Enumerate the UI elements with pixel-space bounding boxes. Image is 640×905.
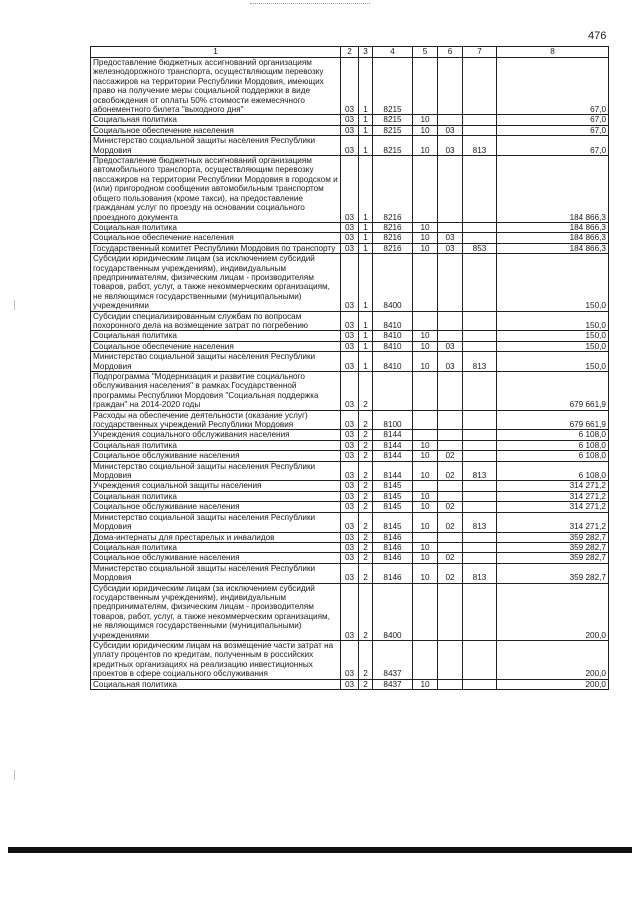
cell-code-6 [438,372,463,411]
cell-code-2: 03 [341,58,359,115]
cell-code-7 [463,679,497,689]
cell-code-3: 1 [359,352,373,372]
cell-name: Социальная политика [91,542,341,552]
column-header: 5 [413,47,438,58]
cell-code-7: 813 [463,461,497,481]
cell-code-6: 02 [438,451,463,461]
cell-code-7 [463,410,497,430]
cell-code-5: 10 [413,679,438,689]
cell-code-6 [438,481,463,491]
cell-code-2: 03 [341,254,359,311]
cell-code-5: 10 [413,352,438,372]
cell-amount: 184 866,3 [497,222,609,232]
cell-name: Учреждения социального обслуживания населения [91,430,341,440]
cell-code-4: 8437 [373,640,413,679]
cell-code-4: 8145 [373,502,413,512]
cell-code-2: 03 [341,136,359,156]
cell-name: Субсидии юридическим лицам на возмещение части затрат на уплату процентов по кредитам, полученным в российских кредитных организациях на реализацию инвестиционных проектов в сфере социального обслуживания [91,640,341,679]
cell-code-4: 8215 [373,58,413,115]
cell-code-6 [438,640,463,679]
cell-code-2: 03 [341,679,359,689]
cell-name: Социальное обслуживание населения [91,451,341,461]
cell-amount: 67,0 [497,58,609,115]
cell-code-6: 03 [438,243,463,253]
cell-code-3: 2 [359,679,373,689]
cell-code-5: 10 [413,512,438,532]
cell-code-2: 03 [341,640,359,679]
table-row [91,640,609,679]
cell-code-5: 10 [413,115,438,125]
cell-code-6 [438,491,463,501]
cell-amount: 150,0 [497,352,609,372]
cell-code-5 [413,254,438,311]
cell-code-5 [413,410,438,430]
cell-code-5: 10 [413,563,438,583]
cell-code-2: 03 [341,430,359,440]
cell-code-7: 853 [463,243,497,253]
column-header: 8 [497,47,609,58]
cell-amount: 150,0 [497,341,609,351]
cell-code-6: 03 [438,125,463,135]
cell-code-7 [463,491,497,501]
cell-code-3: 2 [359,640,373,679]
cell-code-7 [463,372,497,411]
cell-code-2: 03 [341,115,359,125]
cell-code-5: 10 [413,233,438,243]
cell-amount: 359 282,7 [497,563,609,583]
cell-name: Социальная политика [91,679,341,689]
column-header: 1 [91,47,341,58]
cell-code-2: 03 [341,491,359,501]
cell-code-6: 03 [438,352,463,372]
cell-code-4: 8146 [373,542,413,552]
budget-table [90,46,609,690]
table-row [91,331,609,341]
cell-code-5: 10 [413,440,438,450]
cell-code-6: 02 [438,563,463,583]
cell-code-2: 03 [341,512,359,532]
cell-code-6 [438,430,463,440]
table-row [91,115,609,125]
cell-code-3: 1 [359,233,373,243]
cell-code-2: 03 [341,532,359,542]
cell-code-3: 2 [359,430,373,440]
cell-code-5 [413,311,438,331]
cell-code-3: 2 [359,461,373,481]
cell-code-3: 1 [359,156,373,223]
cell-name: Социальная политика [91,331,341,341]
cell-code-4: 8146 [373,553,413,563]
cell-code-7 [463,233,497,243]
cell-code-6: 02 [438,553,463,563]
cell-code-7: 813 [463,512,497,532]
scan-artifact-top [250,3,370,5]
cell-code-4: 8215 [373,136,413,156]
table-row [91,461,609,481]
cell-name: Предоставление бюджетных ассигнований организациям железнодорожного транспорта, осуществляющим перевозку пассажиров на территории Республики Мордовия, имеющих право на получение меры социальной поддержки в виде освобождения от оплаты 50% стоимости ежемесячного абонементного билета "выходного дня" [91,58,341,115]
cell-code-7 [463,583,497,640]
cell-code-5 [413,372,438,411]
cell-code-7 [463,640,497,679]
cell-code-5 [413,58,438,115]
cell-code-4: 8145 [373,512,413,532]
cell-code-5: 10 [413,243,438,253]
table-row [91,553,609,563]
cell-code-3: 1 [359,341,373,351]
cell-code-6: 03 [438,233,463,243]
cell-code-2: 03 [341,372,359,411]
table-row [91,491,609,501]
cell-name: Социальная политика [91,115,341,125]
cell-code-3: 2 [359,502,373,512]
cell-code-5 [413,430,438,440]
cell-code-2: 03 [341,461,359,481]
cell-amount: 314 271,2 [497,512,609,532]
cell-code-5 [413,481,438,491]
cell-code-3: 2 [359,410,373,430]
table-row [91,233,609,243]
cell-name: Социальное обслуживание населения [91,502,341,512]
cell-code-7 [463,532,497,542]
cell-name: Расходы на обеспечение деятельности (оказание услуг) государственных учреждений Республики Мордовия [91,410,341,430]
cell-code-2: 03 [341,542,359,552]
column-header: 4 [373,47,413,58]
cell-name: Субсидии специализированным службам по вопросам похоронного дела на возмещение затрат по погребению [91,311,341,331]
cell-code-2: 03 [341,583,359,640]
cell-code-2: 03 [341,222,359,232]
cell-name: Министерство социальной защиты населения Республики Мордовия [91,461,341,481]
cell-code-6 [438,115,463,125]
table-row [91,532,609,542]
table-row [91,502,609,512]
cell-name: Министерство социальной защиты населения Республики Мордовия [91,512,341,532]
cell-code-7 [463,481,497,491]
cell-amount: 67,0 [497,125,609,135]
cell-code-7 [463,542,497,552]
cell-code-5: 10 [413,542,438,552]
cell-code-2: 03 [341,410,359,430]
table-row [91,125,609,135]
cell-code-6 [438,532,463,542]
cell-code-5: 10 [413,451,438,461]
cell-amount: 150,0 [497,331,609,341]
table-row [91,311,609,331]
cell-code-2: 03 [341,341,359,351]
table-row [91,430,609,440]
cell-code-7 [463,222,497,232]
cell-code-6 [438,679,463,689]
table-row [91,136,609,156]
cell-amount: 200,0 [497,640,609,679]
cell-code-4: 8216 [373,243,413,253]
table-row [91,243,609,253]
cell-code-6 [438,440,463,450]
cell-code-2: 03 [341,481,359,491]
cell-amount: 6 108,0 [497,440,609,450]
cell-code-7 [463,125,497,135]
cell-amount: 6 108,0 [497,430,609,440]
cell-name: Социальная политика [91,222,341,232]
table-row [91,222,609,232]
cell-name: Учреждения социальной защиты населения [91,481,341,491]
cell-code-7 [463,451,497,461]
cell-code-3: 2 [359,553,373,563]
cell-code-4: 8216 [373,233,413,243]
cell-amount: 6 108,0 [497,451,609,461]
cell-code-6: 03 [438,341,463,351]
cell-code-3: 2 [359,563,373,583]
cell-name: Субсидии юридическим лицам (за исключением субсидий государственным учреждениям), индивидуальным предпринимателям, физическим лицам - производителям товаров, работ, услуг, а также некоммерческим организациям, не являющимся государственными (муниципальными) учреждениями [91,583,341,640]
cell-code-5 [413,583,438,640]
cell-code-7 [463,156,497,223]
cell-amount: 184 866,3 [497,243,609,253]
cell-amount: 150,0 [497,311,609,331]
table-row [91,372,609,411]
cell-code-7 [463,430,497,440]
cell-name: Субсидии юридическим лицам (за исключением субсидий государственным учреждениям), индивидуальным предпринимателям, физическим лицам - производителям товаров, работ, услуг, а также некоммерческим организациям, не являющимся государственными (муниципальными) учреждениями [91,254,341,311]
cell-code-5: 10 [413,553,438,563]
cell-code-4: 8146 [373,563,413,583]
cell-code-4: 8145 [373,481,413,491]
cell-code-2: 03 [341,451,359,461]
cell-code-3: 1 [359,136,373,156]
cell-amount: 200,0 [497,679,609,689]
cell-name: Министерство социальной защиты населения Республики Мордовия [91,352,341,372]
cell-code-6 [438,58,463,115]
cell-code-3: 2 [359,542,373,552]
cell-code-2: 03 [341,440,359,450]
scan-artifact-left [14,770,15,780]
cell-code-6: 02 [438,502,463,512]
cell-code-6 [438,311,463,331]
cell-amount: 67,0 [497,115,609,125]
cell-name: Социальная политика [91,440,341,450]
cell-amount: 67,0 [497,136,609,156]
cell-code-4: 8410 [373,341,413,351]
cell-code-7 [463,58,497,115]
cell-code-3: 2 [359,451,373,461]
cell-code-4: 8410 [373,331,413,341]
cell-code-4: 8144 [373,430,413,440]
cell-code-5: 10 [413,331,438,341]
cell-name: Предоставление бюджетных ассигнований организациям автомобильного транспорта, осуществляющим перевозку пассажиров на территории Республики Мордовия в городском и (или) пригородном сообщении автомобильным транспортом общего пользования (кроме такси), на предоставление гражданам услуг по проезду на основании социального проездного документа [91,156,341,223]
cell-code-6: 03 [438,136,463,156]
table-header-row [91,47,609,58]
cell-amount: 359 282,7 [497,553,609,563]
cell-code-3: 1 [359,125,373,135]
cell-code-3: 1 [359,331,373,341]
cell-code-6 [438,331,463,341]
column-header: 2 [341,47,359,58]
cell-code-7: 813 [463,352,497,372]
cell-code-7 [463,311,497,331]
cell-code-4: 8216 [373,156,413,223]
column-header: 3 [359,47,373,58]
cell-code-5: 10 [413,491,438,501]
cell-code-3: 1 [359,222,373,232]
cell-code-5: 10 [413,502,438,512]
cell-amount: 359 282,7 [497,532,609,542]
cell-amount: 679 661,9 [497,372,609,411]
table-row [91,341,609,351]
cell-code-3: 1 [359,58,373,115]
table-row [91,58,609,115]
cell-code-7 [463,553,497,563]
page-number: 476 [588,30,607,42]
cell-amount: 184 866,3 [497,233,609,243]
cell-code-7 [463,115,497,125]
cell-code-6 [438,410,463,430]
cell-code-2: 03 [341,502,359,512]
cell-name: Министерство социальной защиты населения Республики Мордовия [91,136,341,156]
cell-code-3: 1 [359,311,373,331]
cell-code-7 [463,341,497,351]
cell-name: Социальное обеспечение населения [91,125,341,135]
cell-code-7: 813 [463,563,497,583]
cell-code-2: 03 [341,243,359,253]
column-header: 7 [463,47,497,58]
cell-code-2: 03 [341,125,359,135]
cell-code-4: 8215 [373,115,413,125]
cell-amount: 359 282,7 [497,542,609,552]
cell-code-3: 2 [359,512,373,532]
cell-code-2: 03 [341,311,359,331]
cell-code-5 [413,532,438,542]
cell-name: Министерство социальной защиты населения Республики Мордовия [91,563,341,583]
cell-code-6 [438,156,463,223]
cell-code-4: 8146 [373,532,413,542]
cell-code-4: 8145 [373,491,413,501]
cell-amount: 679 661,9 [497,410,609,430]
table-row [91,583,609,640]
table-row [91,679,609,689]
cell-code-3: 1 [359,243,373,253]
cell-code-6 [438,222,463,232]
table-row [91,410,609,430]
cell-code-4: 8144 [373,440,413,450]
cell-code-6 [438,254,463,311]
cell-code-2: 03 [341,156,359,223]
cell-code-4: 8215 [373,125,413,135]
cell-code-6: 02 [438,461,463,481]
table-row [91,352,609,372]
cell-code-2: 03 [341,563,359,583]
cell-code-5: 10 [413,222,438,232]
cell-code-5: 10 [413,125,438,135]
table-row [91,542,609,552]
cell-code-4: 8400 [373,583,413,640]
column-header: 6 [438,47,463,58]
scan-artifact-left [14,300,15,310]
cell-name: Дома-интернаты для престарелых и инвалидов [91,532,341,542]
cell-amount: 6 108,0 [497,461,609,481]
cell-code-3: 2 [359,583,373,640]
cell-code-6 [438,542,463,552]
cell-amount: 314 271,2 [497,491,609,501]
table-row [91,563,609,583]
table-row [91,156,609,223]
cell-code-4 [373,372,413,411]
cell-code-2: 03 [341,233,359,243]
cell-code-4: 8100 [373,410,413,430]
cell-code-4: 8410 [373,352,413,372]
cell-code-3: 2 [359,372,373,411]
cell-code-3: 1 [359,254,373,311]
cell-code-2: 03 [341,553,359,563]
cell-code-4: 8216 [373,222,413,232]
cell-code-4: 8144 [373,461,413,481]
cell-amount: 314 271,2 [497,502,609,512]
cell-code-4: 8400 [373,254,413,311]
cell-code-6 [438,583,463,640]
cell-code-3: 2 [359,491,373,501]
cell-code-3: 1 [359,115,373,125]
cell-code-6: 02 [438,512,463,532]
cell-code-5 [413,156,438,223]
cell-name: Государственный комитет Республики Мордовия по транспорту [91,243,341,253]
cell-code-2: 03 [341,331,359,341]
cell-code-5: 10 [413,136,438,156]
cell-code-3: 2 [359,440,373,450]
cell-name: Подпрограмма "Модернизация и развитие социального обслуживания населения" в рамках Государственной программы Республики Мордовия "Социальная поддержка граждан" на 2014-2020 годы [91,372,341,411]
cell-amount: 200,0 [497,583,609,640]
cell-code-7 [463,502,497,512]
page-bottom-rule [8,847,632,853]
cell-amount: 184 866,3 [497,156,609,223]
cell-code-3: 2 [359,481,373,491]
cell-amount: 150,0 [497,254,609,311]
cell-code-5 [413,640,438,679]
cell-code-4: 8144 [373,451,413,461]
cell-code-3: 2 [359,532,373,542]
cell-code-7 [463,440,497,450]
cell-name: Социальное обеспечение населения [91,341,341,351]
table-row [91,254,609,311]
cell-code-2: 03 [341,352,359,372]
table-row [91,440,609,450]
table-row [91,451,609,461]
cell-code-7: 813 [463,136,497,156]
cell-code-7 [463,254,497,311]
cell-code-5: 10 [413,341,438,351]
cell-code-5: 10 [413,461,438,481]
cell-name: Социальное обеспечение населения [91,233,341,243]
table-row [91,481,609,491]
cell-amount: 314 271,2 [497,481,609,491]
cell-name: Социальное обслуживание населения [91,553,341,563]
cell-code-4: 8437 [373,679,413,689]
cell-code-4: 8410 [373,311,413,331]
cell-code-7 [463,331,497,341]
table-row [91,512,609,532]
cell-name: Социальная политика [91,491,341,501]
